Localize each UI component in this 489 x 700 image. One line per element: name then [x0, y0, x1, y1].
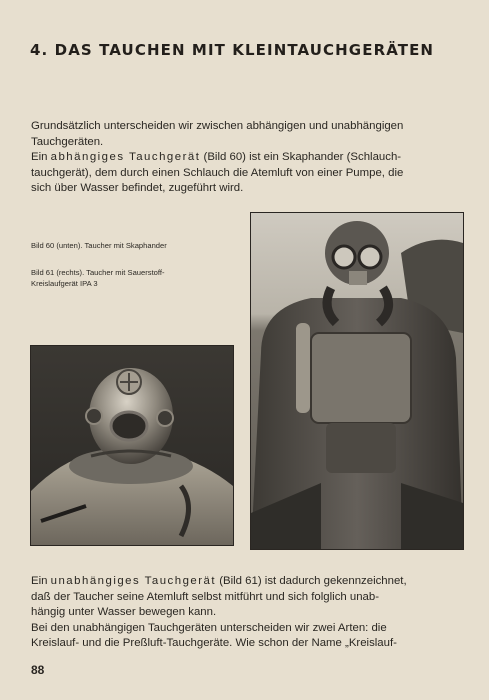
paragraph-line	[31, 574, 467, 590]
text-fragment: (Bild 61) ist dadurch gekennzeichnet,	[216, 575, 407, 587]
text-fragment: Ein	[31, 151, 51, 163]
paragraph-line: sich über Wasser befindet, zugeführt wird.	[31, 182, 244, 194]
rebreather-diver-illustration	[251, 213, 463, 549]
paragraph-line: hängig unter Wasser bewegen kann.	[31, 606, 217, 618]
paragraph-line: Kreislauf- und die Preßluft-Tauchgeräte. Wie schon der Name „Kreislauf-	[31, 637, 397, 649]
caption-line: Bild 61 (rechts). Taucher mit Sauerstoff-	[31, 268, 165, 277]
paragraph-line: tauchgerät), dem durch einen Schlauch die Atemluft von einer Pumpe, die	[31, 166, 404, 179]
paragraph-intro	[31, 119, 467, 197]
photo-helmet-diver	[30, 345, 234, 546]
paragraph-line	[31, 150, 467, 166]
caption-bild-61	[31, 267, 241, 289]
paragraph-independent	[31, 574, 467, 652]
photo-rebreather-diver	[250, 212, 464, 550]
paragraph-line: Tauchgeräten.	[31, 135, 104, 148]
emphasized-term: unabhängiges Tauchgerät	[50, 575, 217, 587]
page-number: 88	[31, 663, 45, 677]
text-fragment: (Bild 60) ist ein Skaphander (Schlauch-	[200, 151, 402, 163]
caption-bild-60: Bild 60 (unten). Taucher mit Skaphander	[31, 241, 167, 250]
paragraph-line: Grundsätzlich unterscheiden wir zwischen abhängigen und unabhängigen	[31, 120, 404, 132]
emphasized-term: abhängiges Tauchgerät	[50, 151, 201, 163]
section-heading: 4. DAS TAUCHEN MIT KLEINTAUCHGERÄTEN	[30, 41, 435, 59]
caption-line: Kreislaufgerät IPA 3	[31, 279, 98, 288]
text-fragment: Ein	[31, 575, 51, 587]
paragraph-line: daß der Taucher seine Atemluft selbst mitführt und sich folglich unab-	[31, 590, 380, 603]
paragraph-line: Bei den unabhängigen Tauchgeräten unterscheiden wir zwei Arten: die	[31, 621, 387, 634]
helmet-diver-illustration	[31, 346, 233, 545]
